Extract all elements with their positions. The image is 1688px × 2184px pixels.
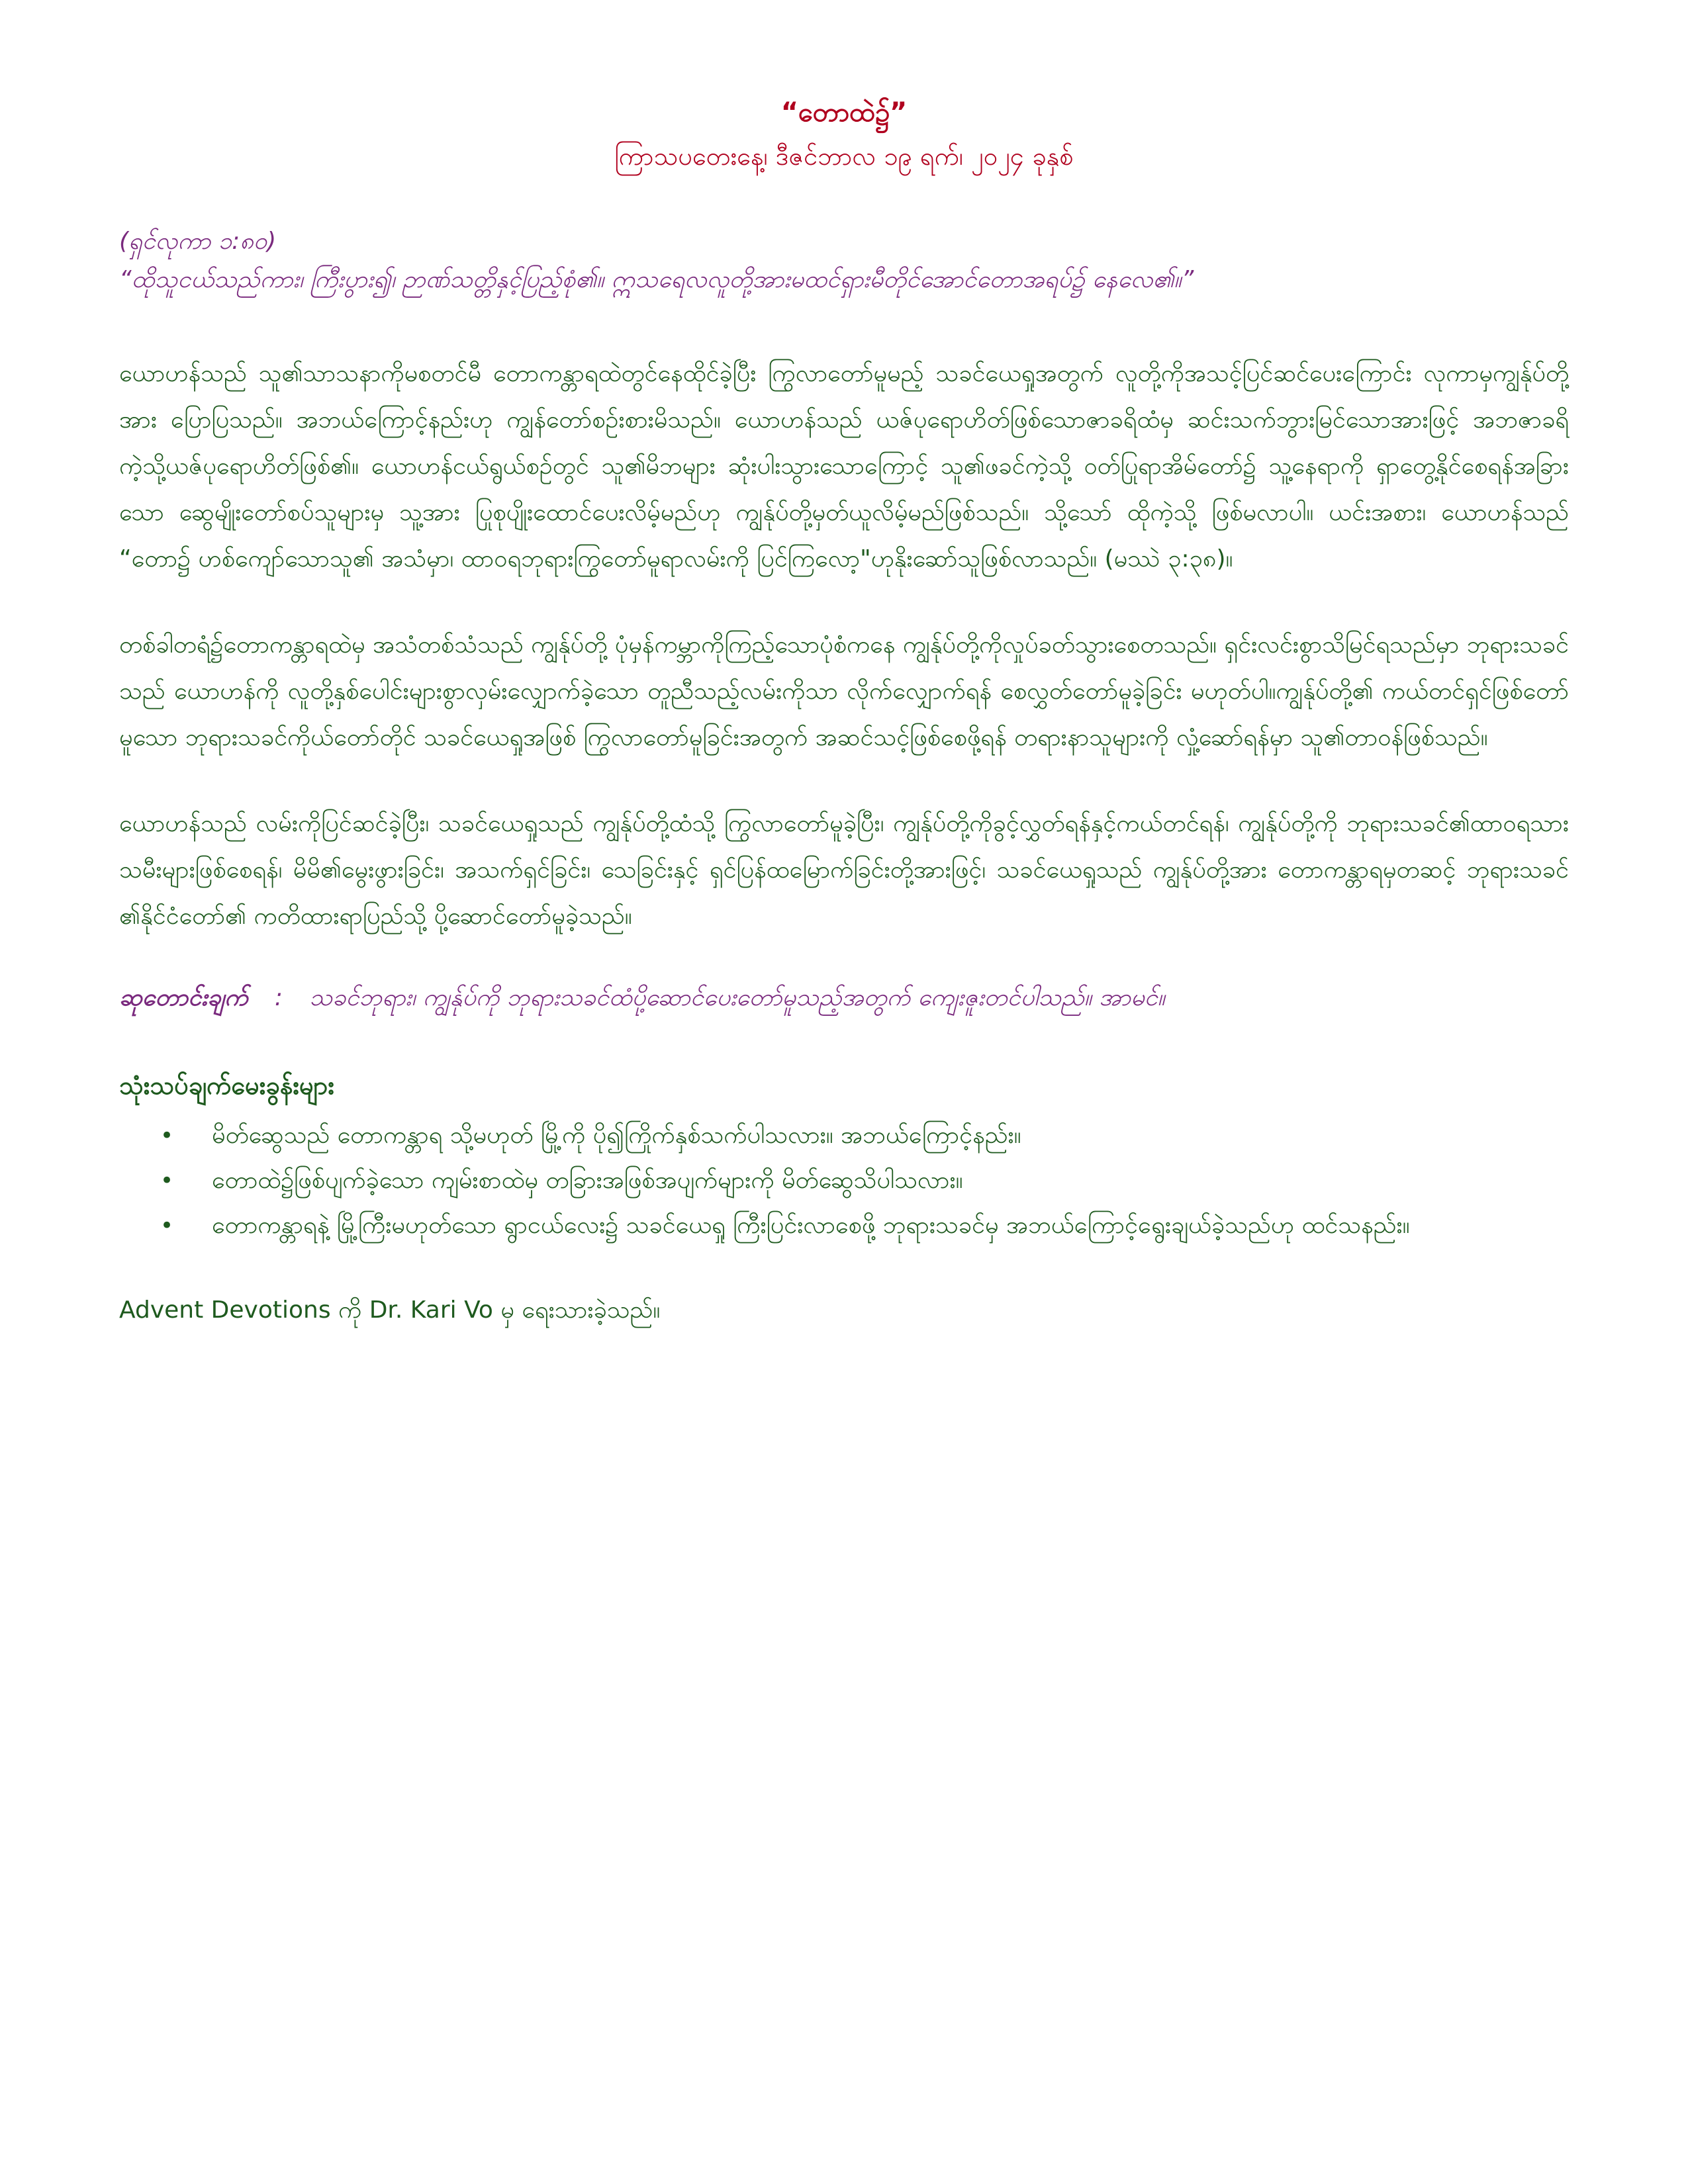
author-credit: Advent Devotions ကို Dr. Kari Vo မှ ရေးသားခဲ့သည်။ [119, 1297, 661, 1324]
question-text: တောကန္တာရနဲ့ မြို့ကြီးမဟုတ်သော ရွာငယ်လေး၌ သခင်ယေရှု ကြီးပြင်းလာစေဖို့ ဘုရားသခင်မှ အဘယ်ကြောင့်ရွေးချယ်ခဲ့သည်ဟု ထင်သနည်း။ [212, 1212, 1410, 1239]
body-paragraph-1: ယောဟန်သည် သူ၏သာသနာကိုမစတင်မီ တောကန္တာရထဲတွင်နေထိုင်ခဲ့ပြီး ကြွလာတော်မူမည့် သခင်ယေရှုအတွက် လူတို့ကိုအသင့်ပြင်ဆင်ပေးကြောင်း လုကာမှကျွန်ုပ်တို့အား ပြောပြသည်။ အဘယ်ကြောင့်နည်းဟု ကျွန်တော်စဉ်းစားမိသည်။ ယောဟန်သည် ယဇ်ပုရောဟိတ်ဖြစ်သောဇာခရိထံမှ ဆင်းသက်ဘွားမြင်သောအားဖြင့် အဘဇာခရိကဲ့သို့ယဇ်ပုရောဟိတ်ဖြစ်၏။ ယောဟန်ငယ်ရွယ်စဉ်တွင် သူ၏မိဘများ ဆုံးပါးသွားသောကြောင့် သူ၏ဖခင်ကဲ့သို့ ဝတ်ပြုရာအိမ်တော်၌ သူ့နေရာကို ရှာတွေ့နိုင်စေရန်အခြားသော ဆွေမျိုးတော်စပ်သူများမှ သူ့အား ပြုစုပျိုးထောင်ပေးလိမ့်မည်ဟု ကျွန်ုပ်တို့မှတ်ယူလိမ့်မည်ဖြစ်သည်။ သို့သော် ထိုကဲ့သို့ ဖြစ်မလာပါ။ ယင်းအစား၊ ယောဟန်သည် “တော၌ ဟစ်ကျော်သောသူ၏ အသံမှာ၊ ထာဝရဘုရားကြွတော်မူရာလမ်းကို ပြင်ကြလော့"ဟုနိုးဆော်သူဖြစ်လာသည်။ (မဿဲ ၃:၃၈)။ [119, 360, 1569, 572]
list-item [160, 1115, 1569, 1157]
verse-text: “ထိုသူငယ်သည်ကား၊ ကြီးပွား၍၊ ဉာဏ်သတ္တိနှင့်ပြည့်စုံ၏။ ဣသရေလလူတို့အားမထင်ရှားမီတိုင်အောင်တောအရပ်၌ နေလေ၏။” [119, 266, 1194, 293]
list-item [160, 1205, 1569, 1247]
question-text: တောထဲ၌ဖြစ်ပျက်ခဲ့သော ကျမ်းစာထဲမှ တခြားအဖြစ်အပျက်များကို မိတ်ဆွေသိပါသလား။ [212, 1167, 963, 1194]
list-item [160, 1160, 1569, 1202]
prayer [119, 978, 1569, 1018]
page-title: “တောထဲ၌” [780, 97, 908, 128]
bullet-icon: • [160, 1212, 174, 1239]
bullet-icon: • [160, 1167, 174, 1194]
page-date: ကြာသပတေးနေ့၊ ဒီဇင်ဘာလ ၁၉ ရက်၊ ၂၀၂၄ ခုနှစ် [614, 142, 1074, 171]
prayer-label: ဆုတောင်းချက် [119, 984, 248, 1011]
questions-list [119, 1115, 1569, 1247]
prayer-text: သခင်ဘုရား၊ ကျွန်ုပ်ကို ဘုရားသခင်ထံပို့ဆောင်ပေးတော်မူသည့်အတွက် ကျေးဇူးတင်ပါသည်။ အာမင်။ [309, 984, 1165, 1011]
body-paragraph-3: ယောဟန်သည် လမ်းကိုပြင်ဆင်ခဲ့ပြီး၊ သခင်ယေရှုသည် ကျွန်ုပ်တို့ထံသို့ ကြွလာတော်မူခဲ့ပြီး၊ ကျွန်ုပ်တို့ကိုခွင့်လွှတ်ရန်နှင့်ကယ်တင်ရန်၊ ကျွန်ုပ်တို့ကို ဘုရားသခင်၏ထာဝရသားသမီးများဖြစ်စေရန်၊ မိမိ၏မွေးဖွားခြင်း၊ အသက်ရှင်ခြင်း၊ သေခြင်းနှင့် ရှင်ပြန်ထမြောက်ခြင်းတို့အားဖြင့်၊ သခင်ယေရှုသည် ကျွန်ုပ်တို့အား တောကန္တာရမှတဆင့် ဘုရားသခင် ၏နိုင်ငံတော်၏ ကတိထားရာပြည်သို့ ပို့ဆောင်တော်မူခဲ့သည်။ [119, 810, 1569, 930]
bullet-icon: • [160, 1122, 174, 1149]
prayer-separator: : [274, 984, 283, 1011]
devotion-page [119, 93, 1569, 1330]
verse-reference: (ရှင်လုကာ ၁:၈၀) [119, 228, 277, 255]
question-text: မိတ်ဆွေသည် တောကန္တာရ သို့မဟုတ် မြို့ကို ပို၍ကြိုက်နှစ်သက်ပါသလား။ အဘယ်ကြောင့်နည်း။ [212, 1122, 1021, 1149]
questions-heading: သုံးသပ်ချက်မေးခွန်းများ [119, 1071, 335, 1100]
body-paragraph-2: တစ်ခါတရံ၌တောကန္တာရထဲမှ အသံတစ်သံသည် ကျွန်ုပ်တို့ ပုံမှန်ကမ္ဘာကိုကြည့်သောပုံစံကနေ ကျွန်ုပ်တို့ကိုလှုပ်ခတ်သွားစေတသည်။ ရှင်းလင်းစွာသိမြင်ရသည်မှာ ဘုရားသခင်သည် ယောဟန်ကို လူတို့နှစ်ပေါင်းများစွာလှမ်းလျှောက်ခဲ့သော တူညီသည့်လမ်းကိုသာ လိုက်လျှောက်ရန် စေလွှတ်တော်မူခဲ့ခြင်း မဟုတ်ပါ။ကျွန်ုပ်တို့၏ ကယ်တင်ရှင်ဖြစ်တော်မူသော ဘုရားသခင်ကိုယ်တော်တိုင် သခင်ယေရှုအဖြစ် ကြွလာတော်မူခြင်းအတွက် အဆင်သင့်ဖြစ်စေဖို့ရန် တရားနာသူများကို လှုံ့ဆော်ရန်မှာ သူ၏တာဝန်ဖြစ်သည်။ [119, 631, 1569, 751]
